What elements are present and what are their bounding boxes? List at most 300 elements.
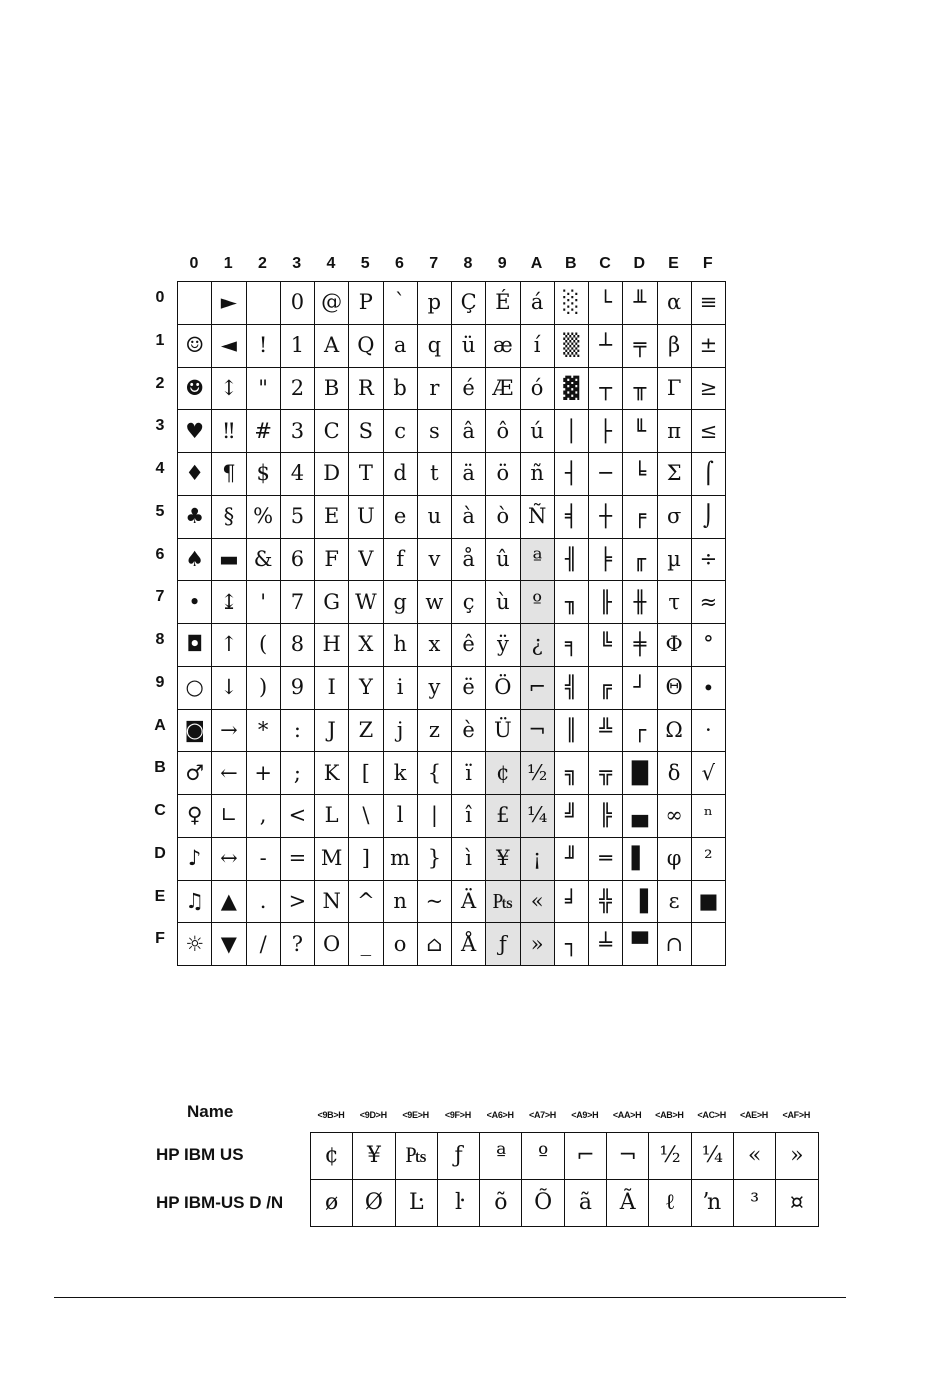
char-cell: w — [418, 581, 452, 624]
char-cell: Ü — [486, 710, 520, 753]
char-cell: ª — [521, 539, 555, 582]
char-cell: = — [281, 838, 315, 881]
char-cell: ( — [247, 624, 281, 667]
char-cell: B — [315, 368, 349, 411]
char-cell: ⌐ — [521, 667, 555, 710]
char-cell: ╤ — [623, 325, 657, 368]
char-cell: ö — [486, 453, 520, 496]
char-cell: ▼ — [212, 923, 246, 966]
char-cell: ╟ — [589, 581, 623, 624]
char-cell: ├ — [589, 410, 623, 453]
char-cell: ä — [452, 453, 486, 496]
char-cell: $ — [247, 453, 281, 496]
code-header: <A9>H — [571, 1110, 599, 1120]
char-cell: û — [486, 539, 520, 582]
char-cell: ≥ — [692, 368, 726, 411]
char-cell: d — [384, 453, 418, 496]
char-cell: ⌂ — [418, 923, 452, 966]
char-cell — [692, 923, 726, 966]
row-header: D — [154, 844, 166, 862]
char-cell: ♫ — [178, 881, 212, 924]
char-cell: • — [178, 581, 212, 624]
char-cell: ` — [384, 282, 418, 325]
char-cell: ↕ — [212, 368, 246, 411]
code-header: <AE>H — [739, 1110, 768, 1120]
char-cell: ó — [521, 368, 555, 411]
char-cell: . — [247, 881, 281, 924]
char-cell: π — [658, 410, 692, 453]
char-cell: ░ — [555, 282, 589, 325]
char-cell: Æ — [486, 368, 520, 411]
char-cell: , — [247, 795, 281, 838]
char-cell: ▐ — [623, 881, 657, 924]
row-header: 9 — [155, 673, 165, 691]
char-cell: í — [521, 325, 555, 368]
char-cell: M — [315, 838, 349, 881]
char-cell: ë — [452, 667, 486, 710]
char-cell: » — [521, 923, 555, 966]
column-header: D — [633, 255, 646, 272]
char-cell: ┌ — [623, 710, 657, 753]
char-cell: â — [452, 410, 486, 453]
row-header: F — [155, 930, 165, 948]
char-cell: J — [315, 710, 349, 753]
char-cell: ╓ — [623, 539, 657, 582]
char-cell: ≤ — [692, 410, 726, 453]
row-header: B — [154, 759, 166, 777]
column-header: F — [702, 255, 713, 272]
char-cell: ┤ — [555, 453, 589, 496]
char-cell: ▓ — [555, 368, 589, 411]
comparison-cell: ℓ — [649, 1180, 691, 1227]
char-cell: m — [384, 838, 418, 881]
char-cell: N — [315, 881, 349, 924]
char-cell: æ — [486, 325, 520, 368]
char-cell: _ — [349, 923, 383, 966]
char-cell: h — [384, 624, 418, 667]
char-cell: → — [212, 710, 246, 753]
char-cell: Q — [349, 325, 383, 368]
char-cell: ] — [349, 838, 383, 881]
char-cell: ² — [692, 838, 726, 881]
char-cell: ú — [521, 410, 555, 453]
char-cell: ¢ — [486, 752, 520, 795]
bottom-rule — [54, 1297, 846, 1298]
row-header: C — [154, 802, 166, 819]
char-cell: * — [247, 710, 281, 753]
comparison-cell: » — [776, 1133, 818, 1180]
char-cell: 2 — [281, 368, 315, 411]
char-cell: ⌡ — [692, 496, 726, 539]
char-cell: } — [418, 838, 452, 881]
char-cell: ╡ — [555, 496, 589, 539]
char-cell: ╚ — [589, 624, 623, 667]
code-header: <AF>H — [782, 1110, 811, 1120]
char-cell: s — [418, 410, 452, 453]
char-cell: ╬ — [589, 881, 623, 924]
char-cell: î — [452, 795, 486, 838]
char-cell: 7 — [281, 581, 315, 624]
char-cell: á — [521, 282, 555, 325]
char-cell: i — [384, 667, 418, 710]
code-header: <9F>H — [444, 1110, 471, 1120]
char-cell: F — [315, 539, 349, 582]
char-cell: ▒ — [555, 325, 589, 368]
comparison-cell: ¢ — [311, 1133, 353, 1180]
char-cell: Y — [349, 667, 383, 710]
char-cell: Ç — [452, 282, 486, 325]
char-cell: ~ — [418, 881, 452, 924]
char-cell: ¥ — [486, 838, 520, 881]
column-headers — [177, 255, 725, 275]
char-cell: r — [418, 368, 452, 411]
char-cell: ÿ — [486, 624, 520, 667]
char-cell: G — [315, 581, 349, 624]
char-cell: ╢ — [555, 539, 589, 582]
char-cell: ♂ — [178, 752, 212, 795]
char-cell: ◄ — [212, 325, 246, 368]
char-cell: j — [384, 710, 418, 753]
char-cell: ╩ — [589, 710, 623, 753]
column-header: C — [599, 255, 611, 272]
row-header: 1 — [155, 331, 165, 349]
column-header: 1 — [223, 255, 233, 272]
comparison-cell: ¥ — [353, 1133, 395, 1180]
char-cell: l — [384, 795, 418, 838]
row-header: 7 — [155, 588, 165, 606]
char-cell: ┐ — [555, 923, 589, 966]
char-cell: ╔ — [589, 667, 623, 710]
char-cell: « — [521, 881, 555, 924]
char-cell: █ — [623, 752, 657, 795]
char-cell: 8 — [281, 624, 315, 667]
char-cell: ╖ — [555, 581, 589, 624]
char-cell: ' — [247, 581, 281, 624]
char-cell: q — [418, 325, 452, 368]
char-cell: I — [315, 667, 349, 710]
char-cell: ╛ — [555, 881, 589, 924]
char-cell: x — [418, 624, 452, 667]
char-cell: ╥ — [623, 368, 657, 411]
char-cell: ¿ — [521, 624, 555, 667]
char-cell: 0 — [281, 282, 315, 325]
char-cell: ñ — [521, 453, 555, 496]
column-header: B — [564, 255, 577, 272]
comparison-cell: ŀ — [438, 1180, 480, 1227]
comparison-cell: ₧ — [396, 1133, 438, 1180]
char-cell: T — [349, 453, 383, 496]
char-cell: º — [521, 581, 555, 624]
column-header: 6 — [395, 255, 404, 272]
char-cell: ╠ — [589, 795, 623, 838]
code-header: <9D>H — [359, 1110, 387, 1120]
char-cell: % — [247, 496, 281, 539]
set-name-hp-ibm-us: HP IBM US — [156, 1145, 244, 1164]
char-cell: ╣ — [555, 667, 589, 710]
char-cell: ¼ — [521, 795, 555, 838]
char-cell: ☺ — [178, 325, 212, 368]
char-cell: & — [247, 539, 281, 582]
char-cell: R — [349, 368, 383, 411]
char-cell: ╨ — [623, 282, 657, 325]
row-header: 4 — [155, 460, 165, 477]
column-header: 0 — [189, 255, 199, 272]
row-header: 6 — [155, 545, 165, 563]
char-cell: Γ — [658, 368, 692, 411]
char-cell: É — [486, 282, 520, 325]
char-cell: Ω — [658, 710, 692, 753]
char-cell: { — [418, 752, 452, 795]
char-cell: y — [418, 667, 452, 710]
char-cell: ◙ — [178, 710, 212, 753]
char-cell: ■ — [692, 881, 726, 924]
char-cell: ↓ — [212, 667, 246, 710]
char-cell: V — [349, 539, 383, 582]
code-header: <A6>H — [486, 1110, 514, 1120]
char-cell: # — [247, 410, 281, 453]
char-cell: ☻ — [178, 368, 212, 411]
char-cell: ╫ — [623, 581, 657, 624]
char-cell: ∟ — [212, 795, 246, 838]
char-cell: ¶ — [212, 453, 246, 496]
char-cell: ↔ — [212, 838, 246, 881]
char-cell: Z — [349, 710, 383, 753]
char-cell: ∩ — [658, 923, 692, 966]
char-cell: < — [281, 795, 315, 838]
char-cell: ; — [281, 752, 315, 795]
row-header: 3 — [155, 417, 165, 435]
char-cell: é — [452, 368, 486, 411]
column-header: E — [668, 255, 679, 272]
column-header: 7 — [429, 255, 439, 272]
char-cell: å — [452, 539, 486, 582]
char-cell: L — [315, 795, 349, 838]
char-cell: ◘ — [178, 624, 212, 667]
char-cell: H — [315, 624, 349, 667]
row-header: 8 — [155, 631, 165, 648]
char-cell: k — [384, 752, 418, 795]
char-cell: σ — [658, 496, 692, 539]
row-header: 2 — [155, 374, 165, 392]
row-header: 5 — [155, 502, 165, 520]
char-cell: ₧ — [486, 881, 520, 924]
char-cell: e — [384, 496, 418, 539]
char-cell: ╘ — [623, 453, 657, 496]
char-cell: ï — [452, 752, 486, 795]
char-cell: 5 — [281, 496, 315, 539]
char-cell: Ö — [486, 667, 520, 710]
char-cell: ÷ — [692, 539, 726, 582]
char-cell: ¡ — [521, 838, 555, 881]
char-cell: ← — [212, 752, 246, 795]
char-cell: ▀ — [623, 923, 657, 966]
char-cell: │ — [555, 410, 589, 453]
code-headers — [310, 1110, 818, 1126]
char-cell: Å — [452, 923, 486, 966]
char-cell: ‼ — [212, 410, 246, 453]
comparison-cell: ½ — [649, 1133, 691, 1180]
set-name-hp-ibm-us-dn: HP IBM-US D /N — [156, 1193, 284, 1212]
char-cell: \ — [349, 795, 383, 838]
char-cell: + — [247, 752, 281, 795]
char-cell: U — [349, 496, 383, 539]
char-cell: ½ — [521, 752, 555, 795]
char-cell: ♠ — [178, 539, 212, 582]
char-cell: ╝ — [555, 795, 589, 838]
char-cell: P — [349, 282, 383, 325]
char-cell: ⁿ — [692, 795, 726, 838]
code-header: <9B>H — [317, 1110, 345, 1120]
comparison-cell: ¤ — [776, 1180, 818, 1227]
char-cell: p — [418, 282, 452, 325]
comparison-cell: Õ — [522, 1180, 564, 1227]
char-cell: ╗ — [555, 752, 589, 795]
char-cell: ┬ — [589, 368, 623, 411]
char-cell: Ñ — [521, 496, 555, 539]
char-cell: £ — [486, 795, 520, 838]
char-cell — [247, 282, 281, 325]
char-cell: 6 — [281, 539, 315, 582]
char-cell: ≡ — [692, 282, 726, 325]
char-cell: ê — [452, 624, 486, 667]
comparison-cell: ¼ — [692, 1133, 734, 1180]
char-cell: φ — [658, 838, 692, 881]
column-header: 8 — [463, 255, 473, 272]
char-cell: ♀ — [178, 795, 212, 838]
char-cell: ì — [452, 838, 486, 881]
char-cell: ↑ — [212, 624, 246, 667]
code-header: <AC>H — [697, 1110, 726, 1120]
column-header: A — [530, 255, 543, 272]
column-header: 5 — [360, 255, 370, 272]
char-cell: ═ — [589, 838, 623, 881]
char-cell: ╞ — [589, 539, 623, 582]
char-cell: 1 — [281, 325, 315, 368]
char-cell: E — [315, 496, 349, 539]
comparison-cell: Ã — [607, 1180, 649, 1227]
char-cell: 9 — [281, 667, 315, 710]
char-cell: δ — [658, 752, 692, 795]
char-cell: a — [384, 325, 418, 368]
char-cell: ▄ — [623, 795, 657, 838]
char-cell: ║ — [555, 710, 589, 753]
char-cell: ▬ — [212, 539, 246, 582]
char-cell: f — [384, 539, 418, 582]
comparison-cell: õ — [480, 1180, 522, 1227]
char-cell: ⌠ — [692, 453, 726, 496]
char-cell: ► — [212, 282, 246, 325]
column-header: 9 — [497, 255, 507, 272]
char-cell: ○ — [178, 667, 212, 710]
column-header: 2 — [258, 255, 267, 272]
char-cell: ╙ — [623, 410, 657, 453]
char-cell: · — [692, 710, 726, 753]
column-header: 3 — [292, 255, 302, 272]
char-cell: Θ — [658, 667, 692, 710]
char-cell: ≈ — [692, 581, 726, 624]
char-cell: : — [281, 710, 315, 753]
char-cell: W — [349, 581, 383, 624]
char-cell: C — [315, 410, 349, 453]
char-cell: ╒ — [623, 496, 657, 539]
char-cell: O — [315, 923, 349, 966]
char-cell: ^ — [349, 881, 383, 924]
char-cell: / — [247, 923, 281, 966]
char-cell: β — [658, 325, 692, 368]
comparison-cell: ø — [311, 1180, 353, 1227]
comparison-cell: « — [734, 1133, 776, 1180]
char-cell: 3 — [281, 410, 315, 453]
code-header: <AB>H — [655, 1110, 684, 1120]
code-header: <AA>H — [612, 1110, 642, 1120]
char-cell: ╪ — [623, 624, 657, 667]
char-cell: c — [384, 410, 418, 453]
char-cell: Φ — [658, 624, 692, 667]
char-cell: ↨ — [212, 581, 246, 624]
char-cell: D — [315, 453, 349, 496]
char-cell: b — [384, 368, 418, 411]
comparison-cell: ŉ — [692, 1180, 734, 1227]
char-cell: z — [418, 710, 452, 753]
char-cell: ┘ — [623, 667, 657, 710]
char-cell: ♥ — [178, 410, 212, 453]
char-cell: [ — [349, 752, 383, 795]
char-cell: u — [418, 496, 452, 539]
char-cell: α — [658, 282, 692, 325]
char-cell: " — [247, 368, 281, 411]
char-cell: K — [315, 752, 349, 795]
char-cell: n — [384, 881, 418, 924]
char-cell: ∙ — [692, 667, 726, 710]
char-cell: ¬ — [521, 710, 555, 753]
comparison-cell: ¬ — [607, 1133, 649, 1180]
char-cell: Ä — [452, 881, 486, 924]
char-cell: ε — [658, 881, 692, 924]
char-cell: § — [212, 496, 246, 539]
char-cell: ─ — [589, 453, 623, 496]
char-cell: ò — [486, 496, 520, 539]
char-cell: ! — [247, 325, 281, 368]
char-cell: > — [281, 881, 315, 924]
comparison-cell: Ø — [353, 1180, 395, 1227]
char-cell: ♪ — [178, 838, 212, 881]
char-cell: X — [349, 624, 383, 667]
row-header: 0 — [155, 289, 165, 306]
char-cell: 4 — [281, 453, 315, 496]
char-cell: è — [452, 710, 486, 753]
code-header: <A7>H — [528, 1110, 557, 1120]
char-cell: o — [384, 923, 418, 966]
comparison-cell: ⌐ — [565, 1133, 607, 1180]
comparison-cell: ƒ — [438, 1133, 480, 1180]
char-cell: ▲ — [212, 881, 246, 924]
char-cell: ♦ — [178, 453, 212, 496]
char-cell: ç — [452, 581, 486, 624]
code-header: <9E>H — [402, 1110, 429, 1120]
char-cell: ∞ — [658, 795, 692, 838]
char-cell: ° — [692, 624, 726, 667]
char-cell: τ — [658, 581, 692, 624]
comparison-cell: ³ — [734, 1180, 776, 1227]
char-cell: √ — [692, 752, 726, 795]
char-cell: t — [418, 453, 452, 496]
char-cell: ô — [486, 410, 520, 453]
char-cell: ┼ — [589, 496, 623, 539]
char-cell: ┴ — [589, 325, 623, 368]
char-cell: | — [418, 795, 452, 838]
char-cell: ù — [486, 581, 520, 624]
char-cell: ± — [692, 325, 726, 368]
